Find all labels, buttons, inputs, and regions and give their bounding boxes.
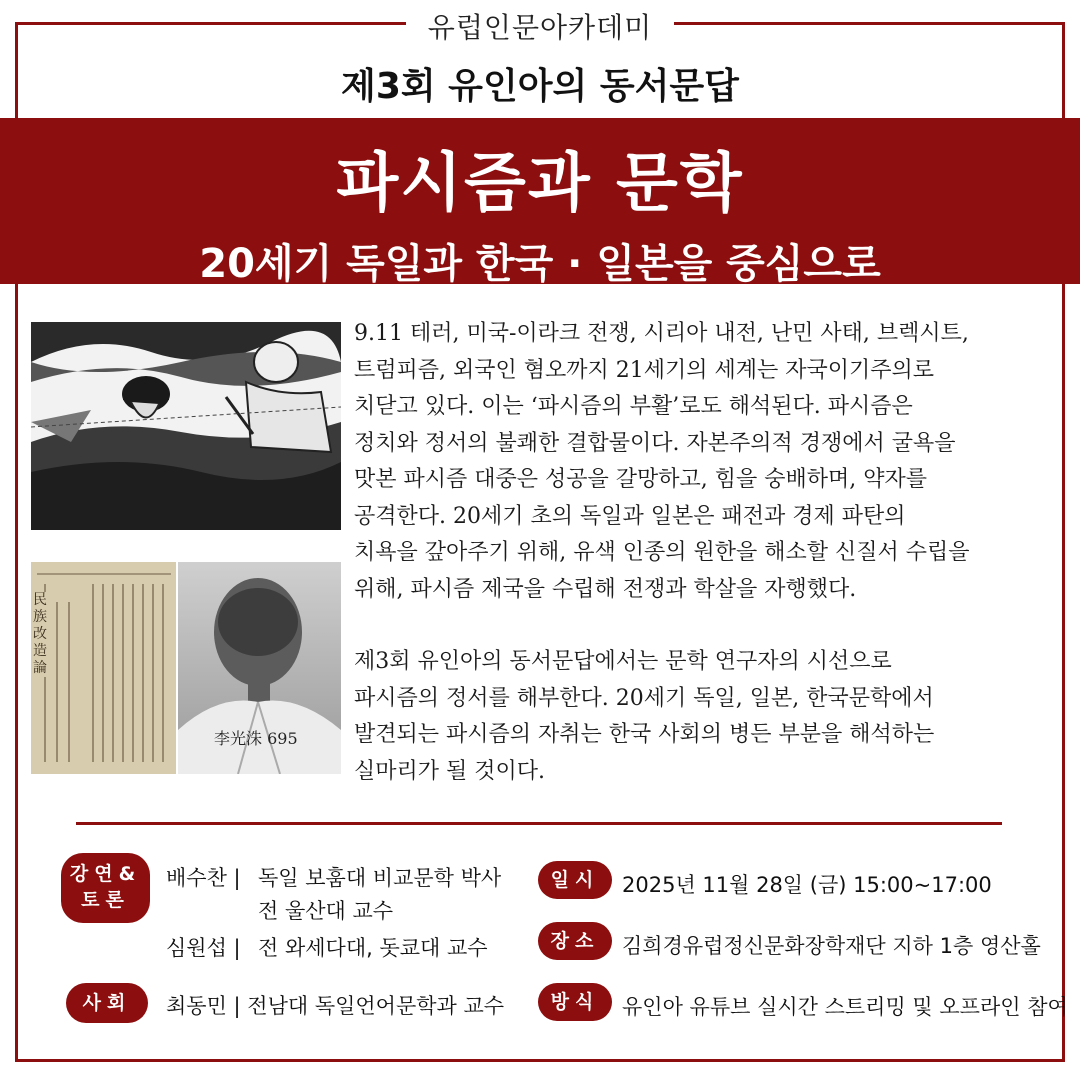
description-paragraph-1: 9.11 테러, 미국-이라크 전쟁, 시리아 내전, 난민 사태, 브렉시트, 트럼피즘, 외국인 혐오까지 21세기의 세계는 자국이기주의로 치닫고 있다. 이는 ‘파시즘의 부활’로도 해석된다. 파시즘은 정치와 정서의 불쾌한 결합물이다. 자본주의적 경쟁에서 굴욕을 맛본 파시즘 대중은 성공을 갈망하고, 힘을 숭배하며, 약자를 공격한다. 20세기 초의 독일과 일본은 패전과 경제 파탄의 치욕을 갚아주기 위해, 유색 인종의 원한을 해소할 신질서 수립을 위해, 파시즘 제국을 수립해 전쟁과 학살을 자행했다. — [354, 321, 970, 602]
main-title: 파시즘과 문학 — [336, 147, 744, 221]
cartoon-drawing — [31, 322, 341, 530]
lecture-label-line-2: 토론 — [81, 889, 130, 911]
event-place: 김희경유럽정신문화장학재단 지하 1층 영산홀 — [622, 934, 1041, 958]
speaker-2-title: 전 와세다대, 돗쿄대 교수 — [258, 936, 488, 960]
description-paragraph-2: 제3회 유인아의 동서문답에서는 문학 연구자의 시선으로 파시즘의 정서를 해부한다. 20세기 독일, 일본, 한국문학에서 발견되는 파시즘의 자취는 한국 사회의 병든 부분을 해석하는 실마리가 될 것이다. — [354, 649, 935, 784]
event-method: 유인아 유튜브 실시간 스트리밍 및 오프라인 참여 — [622, 995, 1068, 1019]
cartoon-image — [31, 322, 341, 530]
document-image — [31, 562, 176, 774]
lecture-label-line-1: 강연& — [69, 863, 142, 885]
speaker-1-title: 독일 보훔대 비교문학 박사 — [258, 866, 502, 890]
title-banner — [0, 118, 1080, 287]
subtitle: 20세기 독일과 한국 · 일본을 중심으로 — [199, 241, 881, 287]
description — [354, 316, 1064, 790]
header — [0, 0, 1080, 46]
event-date: 2025년 11월 28일 (금) 15:00~17:00 — [622, 873, 992, 897]
host-label: 사회 — [66, 983, 148, 1023]
organization-name: 유럽인문아카데미 — [406, 0, 674, 46]
portrait-image — [178, 562, 341, 774]
lecture-label — [61, 853, 150, 923]
speaker-1-title-2: 전 울산대 교수 — [258, 899, 394, 923]
section-divider — [76, 822, 1002, 825]
speaker-1-name: 배수찬 | — [166, 866, 241, 890]
document-title: 民族改造論 — [33, 592, 53, 677]
date-label: 일시 — [538, 861, 612, 899]
series-title: 제3회 유인아의 동서문답 — [341, 66, 739, 107]
host-info: 최동민 | 전남대 독일언어문학과 교수 — [166, 994, 505, 1018]
method-label: 방식 — [538, 983, 612, 1021]
place-label: 장소 — [538, 922, 612, 960]
portrait-caption: 李光洙 695 — [214, 729, 298, 748]
speaker-2-name: 심원섭 | — [166, 936, 241, 960]
